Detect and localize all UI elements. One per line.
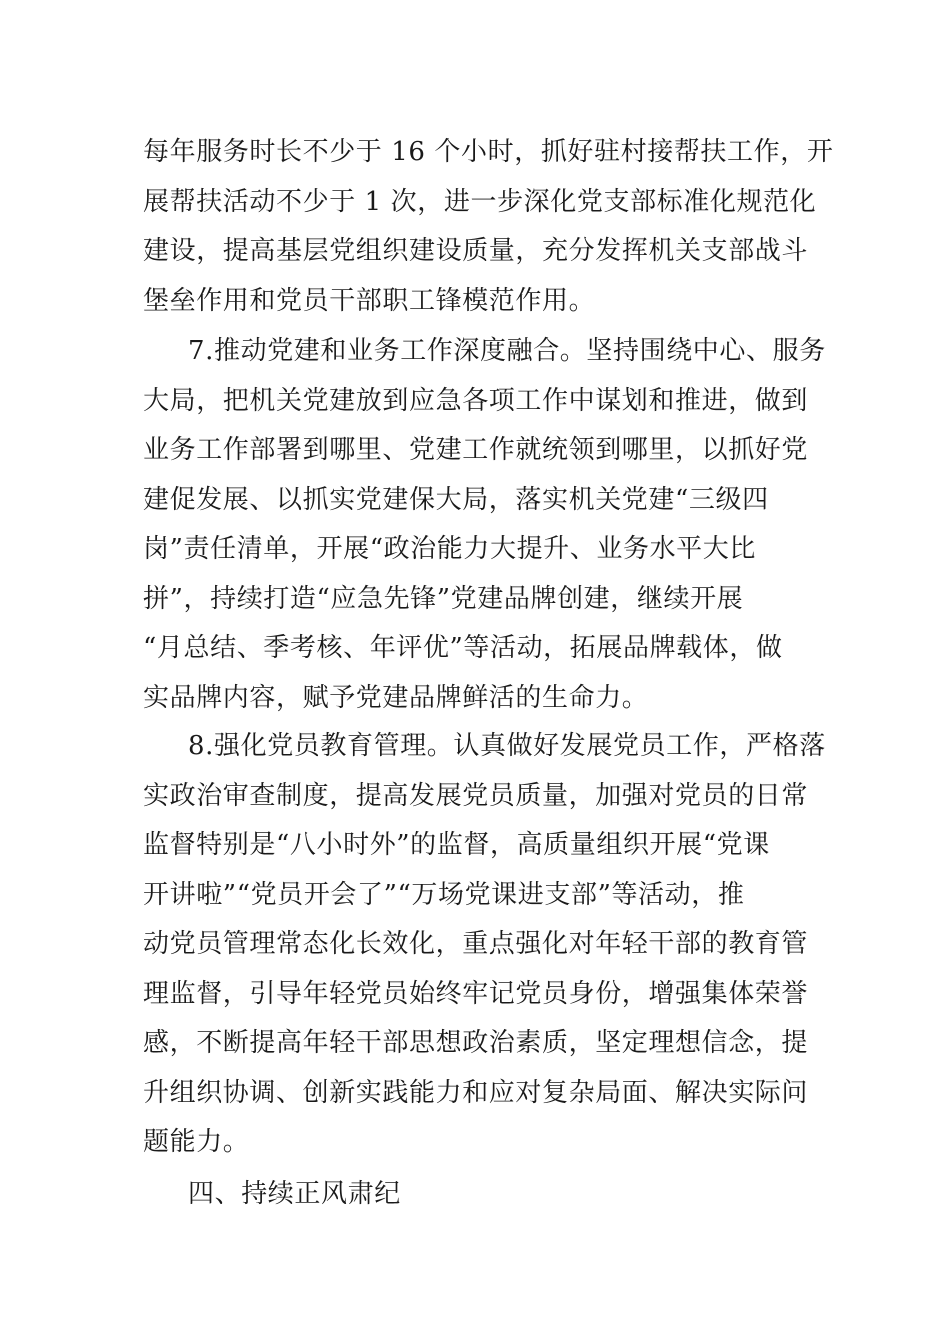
text-line: 题能力。 [143,1127,250,1157]
text-line: 动党员管理常态化长效化，重点强化对年轻干部的教育管 [143,929,809,959]
text-line: 展帮扶活动不少于 1 次，进一步深化党支部标准化规范化 [143,186,817,217]
text-line: 感，不断提高年轻干部思想政治素质，坚定理想信念，提 [143,1028,809,1058]
text-line: 大局，把机关党建放到应急各项工作中谋划和推进，做到 [143,385,809,416]
text-line: 堡垒作用和党员干部职工锋模范作用。 [143,285,596,316]
text-line: 业务工作部署到哪里、党建工作就统领到哪里，以抓好党 [143,435,809,465]
text-line: 开讲啦”“党员开会了”“万场党课进支部”等活动，推 [143,879,745,910]
text-line: 理监督，引导年轻党员始终牢记党员身份，增强集体荣誉 [143,978,809,1009]
text-line: 岗”责任清单，开展“政治能力大提升、业务水平大比 [143,534,756,564]
text-line: 建促发展、以抓实党建保大局，落实机关党建“三级四 [143,484,769,515]
text-line: 建设，提高基层党组织建设质量，充分发挥机关支部战斗 [143,236,809,266]
paragraph-item-7 [143,327,826,723]
section-heading [143,1170,813,1220]
text-line: 8.强化党员教育管理。认真做好发展党员工作，严格落 [188,731,826,761]
text-line: 7.推动党建和业务工作深度融合。坚持围绕中心、服务 [188,336,826,366]
paragraph-item-8 [143,722,826,1168]
text-line: 拼”，持续打造“应急先锋”党建品牌创建，继续开展 [143,583,744,614]
section-heading-text: 四、持续正风肃纪 [188,1179,401,1209]
text-line: 监督特别是“八小时外”的监督，高质量组织开展“党课 [143,830,770,860]
text-line: 实政治审查制度，提高发展党员质量，加强对党员的日常 [143,780,809,811]
paragraph-service-hours [143,128,834,326]
text-line: “月总结、季考核、年评优”等活动，拓展品牌载体，做 [143,633,783,663]
text-line: 升组织协调、创新实践能力和应对复杂局面、解决实际问 [143,1077,809,1108]
text-line: 每年服务时长不少于 16 个小时，抓好驻村接帮扶工作，开 [143,137,834,167]
text-line: 实品牌内容，赋予党建品牌鲜活的生命力。 [143,682,649,713]
